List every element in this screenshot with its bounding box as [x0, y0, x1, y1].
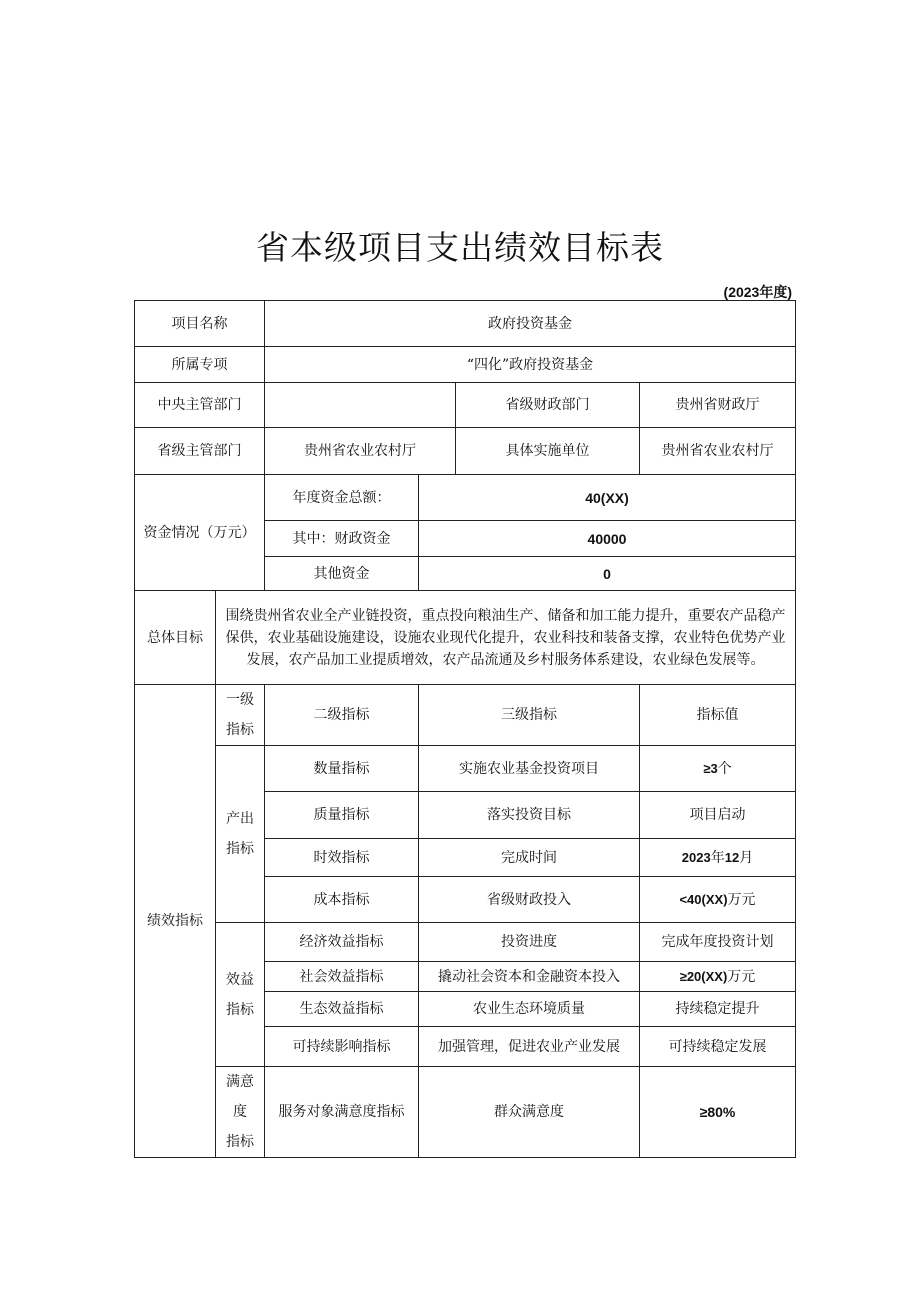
benefit-l3: 加强管理，促进农业产业发展: [419, 1027, 640, 1067]
value-number: 2023: [681, 849, 711, 865]
benefit-l2: 社会效益指标: [265, 962, 419, 992]
goal-row: [135, 591, 796, 685]
funds-total-label: 年度资金总额：: [265, 475, 419, 521]
satisfaction-label: [216, 1067, 265, 1158]
output-l3: 落实投资目标: [419, 792, 640, 839]
benefit-l2: 经济效益指标: [265, 923, 419, 962]
funds-other-value: 0: [419, 557, 796, 591]
output-value: [640, 839, 796, 877]
output-value: [640, 746, 796, 792]
page-title: 省本级项目支出绩效目标表: [256, 228, 664, 267]
header-level1: [216, 685, 265, 746]
performance-target-table: [134, 300, 796, 1158]
impl-unit-value: 贵州省农业农村厅: [640, 428, 796, 475]
output-l2: 时效指标: [265, 839, 419, 877]
output-l3: 实施农业基金投资项目: [419, 746, 640, 792]
output-l3: 省级财政投入: [419, 877, 640, 923]
output-value: [640, 877, 796, 923]
value-number: ≥20(XX): [679, 968, 728, 984]
header-value: 指标值: [640, 685, 796, 746]
output-value: 项目启动: [640, 792, 796, 839]
header-level1-line2: 指标: [226, 722, 254, 738]
benefit-label-line2: 指标: [226, 1001, 254, 1018]
funds-total-row: [135, 475, 796, 521]
benefit-l3: 撬动社会资本和金融资本投入: [419, 962, 640, 992]
goal-label: 总体目标: [135, 591, 216, 685]
special-value: “四化”政府投资基金: [265, 347, 796, 383]
benefit-value: 完成年度投资计划: [640, 923, 796, 962]
satisfaction-l2: 服务对象满意度指标: [265, 1067, 419, 1158]
central-dept-row: [135, 383, 796, 428]
benefit-value: 持续稳定提升: [640, 992, 796, 1027]
output-l2: 质量指标: [265, 792, 419, 839]
value-unit: 万元: [727, 891, 756, 908]
benefit-l2: 生态效益指标: [265, 992, 419, 1027]
value-number: <40(XX): [679, 891, 728, 907]
value-unit: 年: [710, 849, 725, 866]
satisfaction-label-line2: 指标: [226, 1134, 254, 1150]
benefit-l3: 农业生态环境质量: [419, 992, 640, 1027]
funds-total-value: 40(XX): [419, 475, 796, 521]
benefit-l2: 可持续影响指标: [265, 1027, 419, 1067]
output-label-line2: 指标: [226, 841, 254, 857]
satisfaction-value: ≥80%: [640, 1067, 796, 1158]
funds-finance-value: 40000: [419, 521, 796, 557]
benefit-value: 可持续稳定发展: [640, 1027, 796, 1067]
funds-section-label: 资金情况（万元）: [135, 475, 265, 591]
benefit-l3: 投资进度: [419, 923, 640, 962]
central-dept-value: [265, 383, 456, 428]
output-label: [216, 746, 265, 923]
prov-dept-row: [135, 428, 796, 475]
funds-other-label: 其他资金: [265, 557, 419, 591]
benefit-label: [216, 923, 265, 1067]
value-unit: 万元: [727, 968, 756, 985]
prov-finance-label: 省级财政部门: [456, 383, 640, 428]
value-number: ≥3: [703, 760, 718, 776]
value-number-2: 12: [724, 849, 740, 865]
output-l3: 完成时间: [419, 839, 640, 877]
value-unit-2: 月: [739, 849, 754, 866]
table-row: [135, 923, 796, 962]
project-name-value: 政府投资基金: [265, 301, 796, 347]
funds-finance-label: 其中：财政资金: [265, 521, 419, 557]
year-note: (2023年度): [723, 284, 792, 300]
table-row: [135, 1067, 796, 1158]
central-dept-label: 中央主管部门: [135, 383, 265, 428]
special-label: 所属专项: [135, 347, 265, 383]
output-l2: 成本指标: [265, 877, 419, 923]
indicator-header-row: [135, 685, 796, 746]
indicators-section-label: 绩效指标: [135, 685, 216, 1158]
header-level1-line1: 一级: [226, 692, 254, 708]
satisfaction-l3: 群众满意度: [419, 1067, 640, 1158]
benefit-label-line1: 效益: [226, 971, 254, 988]
goal-text: 围绕贵州省农业全产业链投资，重点投向粮油生产、储备和加工能力提升，重要农产品稳产保供，农业基础设施建设，设施农业现代化提升，农业科技和装备支撑，农业特色优势产业发展，农产品加工业提质增效，农产品流通及乡村服务体系建设，农业绿色发展等。: [216, 591, 796, 685]
output-label-line1: 产出: [226, 811, 254, 827]
impl-unit-label: 具体实施单位: [456, 428, 640, 475]
special-row: [135, 347, 796, 383]
output-l2: 数量指标: [265, 746, 419, 792]
header-level3: 三级指标: [419, 685, 640, 746]
prov-dept-label: 省级主管部门: [135, 428, 265, 475]
project-name-label: 项目名称: [135, 301, 265, 347]
prov-dept-value: 贵州省农业农村厅: [265, 428, 456, 475]
header-level2: 二级指标: [265, 685, 419, 746]
benefit-value: [640, 962, 796, 992]
prov-finance-value: 贵州省财政厅: [640, 383, 796, 428]
value-unit: 个: [717, 760, 732, 777]
satisfaction-label-line1: 满意度: [226, 1074, 254, 1120]
project-name-row: [135, 301, 796, 347]
table-row: [135, 746, 796, 792]
